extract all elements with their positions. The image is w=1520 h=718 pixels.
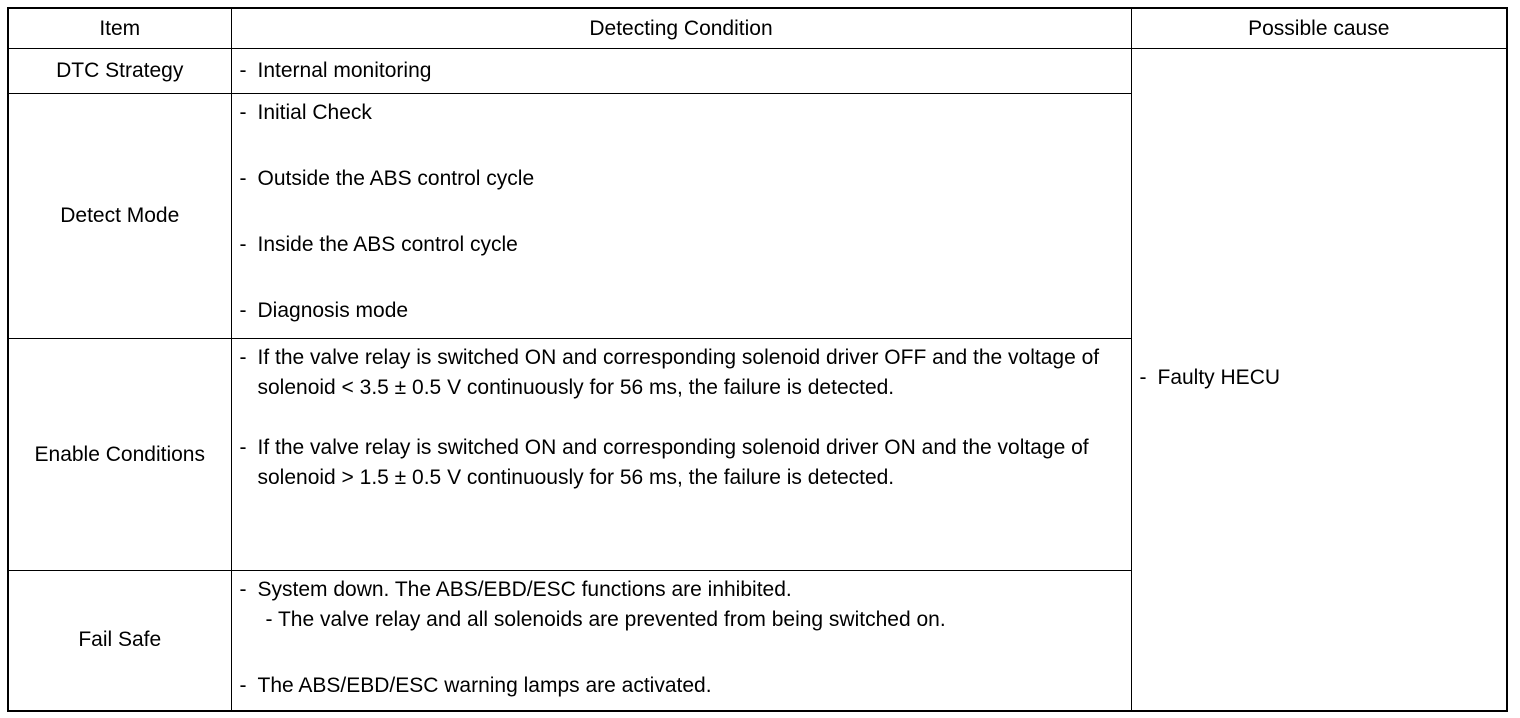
dtc-table-wrapper: [7, 7, 1508, 712]
condition-line: [240, 575, 1123, 605]
cause-text: Faulty HECU: [1157, 366, 1281, 390]
condition-line: [240, 671, 1123, 701]
condition-text: Diagnosis mode: [257, 299, 409, 322]
condition-text: If the valve relay is switched ON and corresponding solenoid driver OFF and the voltage of solenoid < 3.5 ± 0.5 V continuously for 56 ms, the failure is detected.: [257, 346, 1100, 399]
header-row: [8, 8, 1507, 49]
spacer: [240, 194, 1123, 230]
condition-line: [240, 343, 1123, 403]
condition-text: Internal monitoring: [257, 59, 432, 82]
bullet-dash: -: [239, 674, 247, 697]
header-item: Item: [8, 8, 231, 49]
spacer: [240, 403, 1123, 433]
condition-enable-conditions: [231, 339, 1131, 571]
condition-text: If the valve relay is switched ON and corresponding solenoid driver ON and the voltage of solenoid > 1.5 ± 0.5 V continuously for 56 ms, the failure is detected.: [257, 436, 1089, 489]
item-detect-mode: Detect Mode: [8, 94, 231, 339]
bullet-dash: -: [239, 59, 247, 82]
condition-subline: - The valve relay and all solenoids are prevented from being switched on.: [265, 608, 946, 631]
condition-detect-mode: [231, 94, 1131, 339]
spacer: [240, 128, 1123, 164]
condition-line: [240, 98, 1123, 128]
condition-text: The ABS/EBD/ESC warning lamps are activated.: [257, 674, 712, 697]
header-possible-cause: Possible cause: [1131, 8, 1507, 49]
condition-text: Inside the ABS control cycle: [257, 233, 518, 256]
spacer: [240, 260, 1123, 296]
bullet-dash: -: [239, 578, 247, 601]
bullet-dash: -: [239, 101, 247, 124]
cause-line: [1140, 363, 1507, 393]
condition-line: [240, 230, 1123, 260]
condition-line: [240, 433, 1123, 493]
condition-text: Outside the ABS control cycle: [257, 167, 535, 190]
item-enable-conditions: Enable Conditions: [8, 339, 231, 571]
condition-line: [240, 296, 1123, 326]
condition-text: Initial Check: [257, 101, 372, 124]
bullet-dash: -: [239, 167, 247, 190]
item-dtc-strategy: DTC Strategy: [8, 49, 231, 94]
row-dtc-strategy: [8, 49, 1507, 94]
bullet-dash: -: [1139, 366, 1147, 390]
condition-line: [240, 164, 1123, 194]
item-fail-safe: Fail Safe: [8, 571, 231, 711]
bullet-dash: -: [239, 436, 247, 459]
bullet-dash: -: [239, 299, 247, 322]
condition-line: [240, 56, 1123, 86]
bullet-dash: -: [239, 346, 247, 369]
dtc-detection-table: [7, 7, 1508, 712]
spacer: [240, 635, 1123, 671]
possible-cause-cell: [1131, 49, 1507, 711]
condition-fail-safe: [231, 571, 1131, 711]
condition-text: System down. The ABS/EBD/ESC functions are inhibited.: [257, 578, 792, 601]
bullet-dash: -: [239, 233, 247, 256]
header-detecting-condition: Detecting Condition: [231, 8, 1131, 49]
condition-dtc-strategy: [231, 49, 1131, 94]
